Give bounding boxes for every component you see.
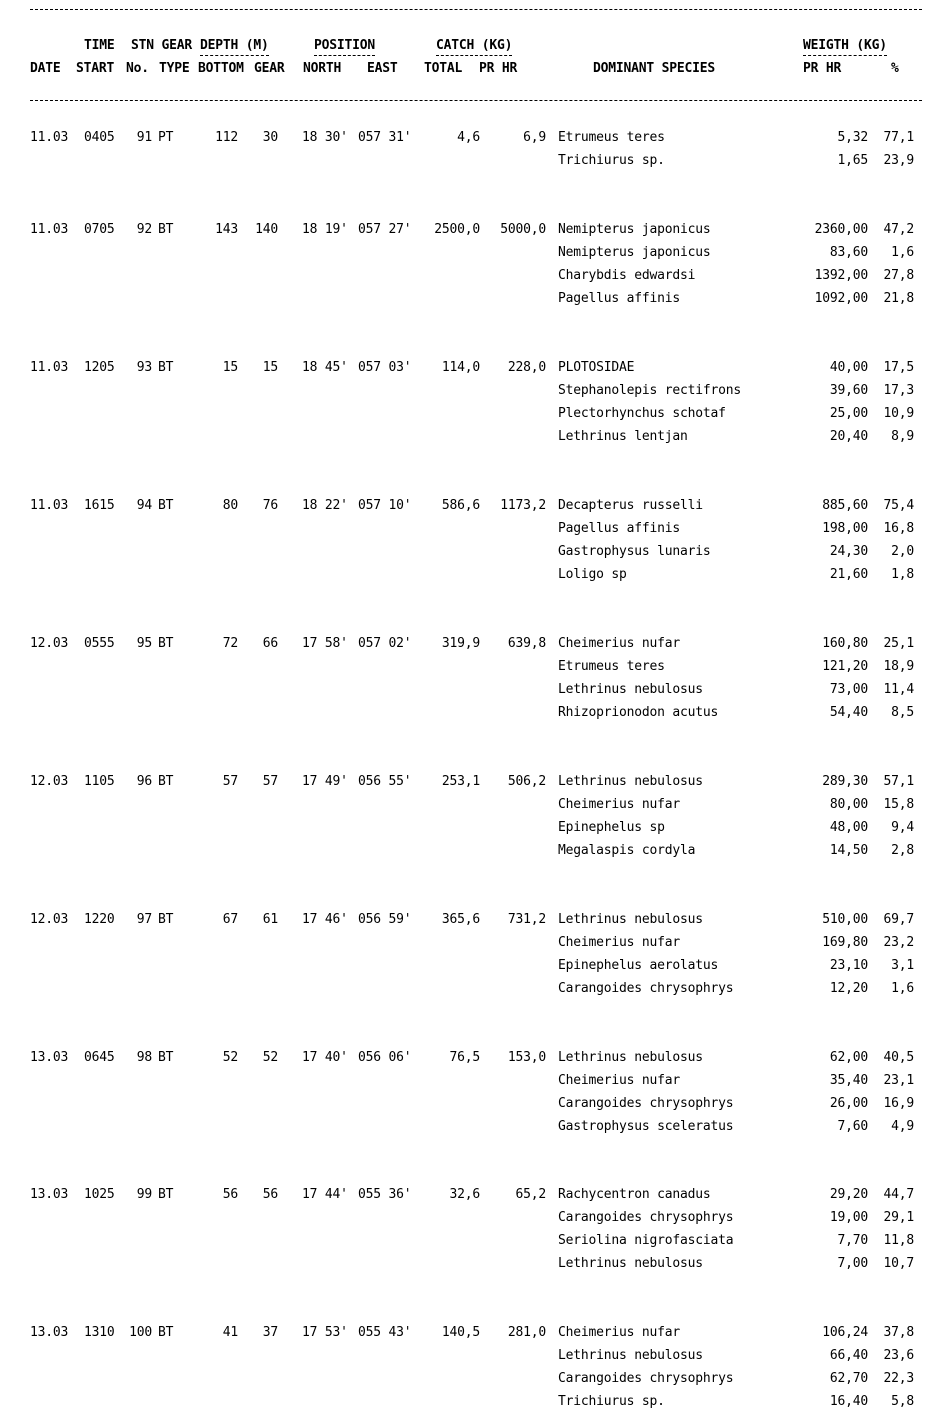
species-name: Gastrophysus sceleratus (558, 1119, 734, 1134)
station-gear-type: BT (158, 498, 174, 513)
header-no: No. (126, 61, 149, 76)
station-bottom-depth: 143 (215, 222, 238, 237)
station-gear-type: BT (158, 636, 174, 651)
species-name: Loligo sp (558, 567, 627, 582)
species-weight-pr-hr: 106,24 (822, 1325, 868, 1340)
header-catch: CATCH (KG) (436, 38, 512, 56)
station-north: 17 49' (302, 774, 348, 789)
species-name: Cheimerius nufar (558, 797, 681, 812)
species-name: Lethrinus nebulosus (558, 1348, 703, 1363)
station-catch-pr-hr: 65,2 (515, 1187, 546, 1202)
species-percent: 9,4 (891, 820, 914, 835)
species-weight-pr-hr: 62,00 (829, 1050, 868, 1065)
species-percent: 2,8 (891, 843, 914, 858)
species-weight-pr-hr: 20,40 (829, 429, 868, 444)
species-weight-pr-hr: 35,40 (829, 1073, 868, 1088)
station-number: 93 (136, 360, 152, 375)
station-north: 18 45' (302, 360, 348, 375)
species-weight-pr-hr: 2360,00 (814, 222, 868, 237)
station-number: 92 (136, 222, 152, 237)
species-name: Epinephelus aerolatus (558, 958, 719, 973)
species-name: Cheimerius nufar (558, 1073, 681, 1088)
species-weight-pr-hr: 39,60 (829, 383, 868, 398)
species-name: Pagellus affinis (558, 291, 681, 306)
header-weigth: WEIGTH (KG) (803, 38, 887, 56)
station-bottom-depth: 56 (222, 1187, 238, 1202)
station-gear-depth: 30 (262, 130, 278, 145)
station-catch-pr-hr: 153,0 (507, 1050, 546, 1065)
station-bottom-depth: 41 (222, 1325, 238, 1340)
station-catch-pr-hr: 5000,0 (500, 222, 546, 237)
species-weight-pr-hr: 25,00 (829, 406, 868, 421)
station-gear-depth: 61 (262, 912, 278, 927)
species-name: Rachycentron canadus (558, 1187, 711, 1202)
species-weight-pr-hr: 289,30 (822, 774, 868, 789)
station-catch-pr-hr: 281,0 (507, 1325, 546, 1340)
station-bottom-depth: 80 (222, 498, 238, 513)
station-gear-depth: 76 (262, 498, 278, 513)
station-gear-type: BT (158, 1187, 174, 1202)
station-north: 18 19' (302, 222, 348, 237)
species-name: Seriolina nigrofasciata (558, 1233, 734, 1248)
station-number: 91 (136, 130, 152, 145)
species-name: Lethrinus nebulosus (558, 1256, 703, 1271)
station-north: 17 40' (302, 1050, 348, 1065)
species-percent: 23,6 (883, 1348, 914, 1363)
station-catch-total: 114,0 (441, 360, 480, 375)
header-total: TOTAL (424, 61, 463, 76)
species-percent: 57,1 (883, 774, 914, 789)
species-weight-pr-hr: 510,00 (822, 912, 868, 927)
station-date: 11.03 (30, 222, 69, 237)
station-number: 94 (136, 498, 152, 513)
species-percent: 8,9 (891, 429, 914, 444)
species-percent: 75,4 (883, 498, 914, 513)
station-gear-type: BT (158, 774, 174, 789)
species-percent: 23,2 (883, 935, 914, 950)
species-name: Pagellus affinis (558, 521, 681, 536)
station-date: 13.03 (30, 1050, 69, 1065)
station-date: 12.03 (30, 774, 69, 789)
station-catch-pr-hr: 731,2 (507, 912, 546, 927)
species-weight-pr-hr: 66,40 (829, 1348, 868, 1363)
station-bottom-depth: 15 (222, 360, 238, 375)
station-date: 11.03 (30, 130, 69, 145)
species-percent: 69,7 (883, 912, 914, 927)
species-weight-pr-hr: 83,60 (829, 245, 868, 260)
species-name: Gastrophysus lunaris (558, 544, 711, 559)
species-percent: 23,9 (883, 153, 914, 168)
species-percent: 10,7 (883, 1256, 914, 1271)
species-name: Carangoides chrysophrys (558, 981, 734, 996)
species-name: Lethrinus lentjan (558, 429, 688, 444)
species-name: Lethrinus nebulosus (558, 682, 703, 697)
station-catch-total: 4,6 (457, 130, 480, 145)
species-percent: 16,8 (883, 521, 914, 536)
station-gear-depth: 52 (262, 1050, 278, 1065)
station-gear-type: BT (158, 222, 174, 237)
station-east: 057 02' (358, 636, 412, 651)
header-bottom: BOTTOM (198, 61, 244, 76)
species-weight-pr-hr: 48,00 (829, 820, 868, 835)
station-gear-depth: 37 (262, 1325, 278, 1340)
species-weight-pr-hr: 1,65 (837, 153, 868, 168)
species-weight-pr-hr: 21,60 (829, 567, 868, 582)
station-date: 11.03 (30, 360, 69, 375)
station-gear-depth: 66 (262, 636, 278, 651)
species-percent: 17,5 (883, 360, 914, 375)
species-name: Cheimerius nufar (558, 935, 681, 950)
station-catch-total: 319,9 (441, 636, 480, 651)
header-east: EAST (367, 61, 398, 76)
species-weight-pr-hr: 169,80 (822, 935, 868, 950)
species-percent: 29,1 (883, 1210, 914, 1225)
station-gear-type: PT (158, 130, 174, 145)
species-percent: 10,9 (883, 406, 914, 421)
species-weight-pr-hr: 80,00 (829, 797, 868, 812)
species-percent: 4,9 (891, 1119, 914, 1134)
station-catch-total: 365,6 (441, 912, 480, 927)
header-date: DATE (30, 61, 61, 76)
station-bottom-depth: 112 (215, 130, 238, 145)
species-weight-pr-hr: 14,50 (829, 843, 868, 858)
species-weight-pr-hr: 62,70 (829, 1371, 868, 1386)
species-weight-pr-hr: 121,20 (822, 659, 868, 674)
station-time: 1205 (84, 360, 115, 375)
species-percent: 22,3 (883, 1371, 914, 1386)
species-name: Decapterus russelli (558, 498, 703, 513)
header-percent: % (891, 61, 899, 76)
station-catch-pr-hr: 228,0 (507, 360, 546, 375)
species-percent: 8,5 (891, 705, 914, 720)
species-percent: 23,1 (883, 1073, 914, 1088)
header-start: START (76, 61, 115, 76)
species-name: Charybdis edwardsi (558, 268, 696, 283)
species-weight-pr-hr: 40,00 (829, 360, 868, 375)
species-name: Carangoides chrysophrys (558, 1096, 734, 1111)
header-rule (30, 100, 922, 101)
species-name: Nemipterus japonicus (558, 245, 711, 260)
species-name: Nemipterus japonicus (558, 222, 711, 237)
station-east: 056 06' (358, 1050, 412, 1065)
species-weight-pr-hr: 5,32 (837, 130, 868, 145)
species-weight-pr-hr: 19,00 (829, 1210, 868, 1225)
header-time: TIME (84, 38, 115, 53)
station-east: 057 27' (358, 222, 412, 237)
species-percent: 15,8 (883, 797, 914, 812)
species-weight-pr-hr: 198,00 (822, 521, 868, 536)
species-weight-pr-hr: 7,00 (837, 1256, 868, 1271)
species-percent: 44,7 (883, 1187, 914, 1202)
station-number: 100 (129, 1325, 152, 1340)
station-east: 057 03' (358, 360, 412, 375)
species-name: Lethrinus nebulosus (558, 912, 703, 927)
station-gear-type: BT (158, 360, 174, 375)
species-percent: 1,6 (891, 981, 914, 996)
species-percent: 2,0 (891, 544, 914, 559)
station-catch-pr-hr: 639,8 (507, 636, 546, 651)
station-date: 13.03 (30, 1187, 69, 1202)
header-north: NORTH (303, 61, 342, 76)
station-east: 055 43' (358, 1325, 412, 1340)
species-name: Plectorhynchus schotaf (558, 406, 726, 421)
species-percent: 17,3 (883, 383, 914, 398)
station-time: 0705 (84, 222, 115, 237)
species-name: Lethrinus nebulosus (558, 774, 703, 789)
top-rule (30, 9, 922, 10)
species-name: Megalaspis cordyla (558, 843, 696, 858)
station-time: 1310 (84, 1325, 115, 1340)
species-name: Carangoides chrysophrys (558, 1210, 734, 1225)
header-dominant-species: DOMINANT SPECIES (593, 61, 716, 76)
station-time: 1105 (84, 774, 115, 789)
species-weight-pr-hr: 16,40 (829, 1394, 868, 1409)
station-north: 17 44' (302, 1187, 348, 1202)
species-percent: 40,5 (883, 1050, 914, 1065)
station-bottom-depth: 67 (222, 912, 238, 927)
station-gear-depth: 56 (262, 1187, 278, 1202)
species-name: Epinephelus sp (558, 820, 665, 835)
station-gear-type: BT (158, 1325, 174, 1340)
species-weight-pr-hr: 7,60 (837, 1119, 868, 1134)
station-gear-type: BT (158, 1050, 174, 1065)
station-catch-total: 586,6 (441, 498, 480, 513)
species-percent: 11,4 (883, 682, 914, 697)
station-east: 057 10' (358, 498, 412, 513)
species-percent: 27,8 (883, 268, 914, 283)
species-name: Cheimerius nufar (558, 1325, 681, 1340)
species-percent: 16,9 (883, 1096, 914, 1111)
species-weight-pr-hr: 12,20 (829, 981, 868, 996)
species-percent: 1,6 (891, 245, 914, 260)
station-north: 18 30' (302, 130, 348, 145)
station-north: 17 46' (302, 912, 348, 927)
species-weight-pr-hr: 54,40 (829, 705, 868, 720)
station-number: 96 (136, 774, 152, 789)
station-catch-pr-hr: 506,2 (507, 774, 546, 789)
header-stn-gear: STN GEAR (131, 38, 193, 53)
species-name: PLOTOSIDAE (558, 360, 635, 375)
station-date: 11.03 (30, 498, 69, 513)
station-bottom-depth: 57 (222, 774, 238, 789)
station-time: 1220 (84, 912, 115, 927)
station-date: 12.03 (30, 912, 69, 927)
station-number: 97 (136, 912, 152, 927)
station-time: 1615 (84, 498, 115, 513)
header-position: POSITION (314, 38, 375, 56)
station-catch-total: 32,6 (449, 1187, 480, 1202)
species-percent: 3,1 (891, 958, 914, 973)
species-weight-pr-hr: 160,80 (822, 636, 868, 651)
station-date: 13.03 (30, 1325, 69, 1340)
species-percent: 77,1 (883, 130, 914, 145)
species-name: Cheimerius nufar (558, 636, 681, 651)
station-east: 056 55' (358, 774, 412, 789)
station-catch-total: 253,1 (441, 774, 480, 789)
station-east: 056 59' (358, 912, 412, 927)
species-percent: 25,1 (883, 636, 914, 651)
species-name: Trichiurus sp. (558, 1394, 665, 1409)
station-catch-pr-hr: 6,9 (523, 130, 546, 145)
station-east: 057 31' (358, 130, 412, 145)
station-catch-total: 2500,0 (434, 222, 480, 237)
station-date: 12.03 (30, 636, 69, 651)
species-percent: 47,2 (883, 222, 914, 237)
species-percent: 37,8 (883, 1325, 914, 1340)
station-north: 17 58' (302, 636, 348, 651)
station-time: 0405 (84, 130, 115, 145)
station-north: 17 53' (302, 1325, 348, 1340)
species-weight-pr-hr: 885,60 (822, 498, 868, 513)
species-percent: 18,9 (883, 659, 914, 674)
species-weight-pr-hr: 26,00 (829, 1096, 868, 1111)
species-percent: 5,8 (891, 1394, 914, 1409)
species-weight-pr-hr: 1392,00 (814, 268, 868, 283)
station-catch-total: 140,5 (441, 1325, 480, 1340)
station-catch-total: 76,5 (449, 1050, 480, 1065)
station-north: 18 22' (302, 498, 348, 513)
species-name: Carangoides chrysophrys (558, 1371, 734, 1386)
station-catch-pr-hr: 1173,2 (500, 498, 546, 513)
species-name: Etrumeus teres (558, 659, 665, 674)
species-name: Rhizoprionodon acutus (558, 705, 719, 720)
species-percent: 21,8 (883, 291, 914, 306)
station-time: 0555 (84, 636, 115, 651)
header-weight-pr-hr: PR HR (803, 61, 842, 76)
species-name: Trichiurus sp. (558, 153, 665, 168)
header-depth: DEPTH (M) (200, 38, 269, 56)
station-gear-type: BT (158, 912, 174, 927)
header-pr-hr: PR HR (479, 61, 518, 76)
header-gear: GEAR (254, 61, 285, 76)
station-time: 0645 (84, 1050, 115, 1065)
station-gear-depth: 57 (262, 774, 278, 789)
species-weight-pr-hr: 23,10 (829, 958, 868, 973)
species-weight-pr-hr: 73,00 (829, 682, 868, 697)
station-bottom-depth: 72 (222, 636, 238, 651)
station-bottom-depth: 52 (222, 1050, 238, 1065)
station-number: 99 (136, 1187, 152, 1202)
species-name: Lethrinus nebulosus (558, 1050, 703, 1065)
species-weight-pr-hr: 24,30 (829, 544, 868, 559)
station-gear-depth: 140 (255, 222, 278, 237)
station-number: 98 (136, 1050, 152, 1065)
species-weight-pr-hr: 7,70 (837, 1233, 868, 1248)
species-percent: 11,8 (883, 1233, 914, 1248)
species-name: Stephanolepis rectifrons (558, 383, 742, 398)
species-name: Etrumeus teres (558, 130, 665, 145)
station-east: 055 36' (358, 1187, 412, 1202)
species-weight-pr-hr: 29,20 (829, 1187, 868, 1202)
station-gear-depth: 15 (262, 360, 278, 375)
species-percent: 1,8 (891, 567, 914, 582)
station-number: 95 (136, 636, 152, 651)
species-weight-pr-hr: 1092,00 (814, 291, 868, 306)
header-type: TYPE (159, 61, 190, 76)
station-time: 1025 (84, 1187, 115, 1202)
